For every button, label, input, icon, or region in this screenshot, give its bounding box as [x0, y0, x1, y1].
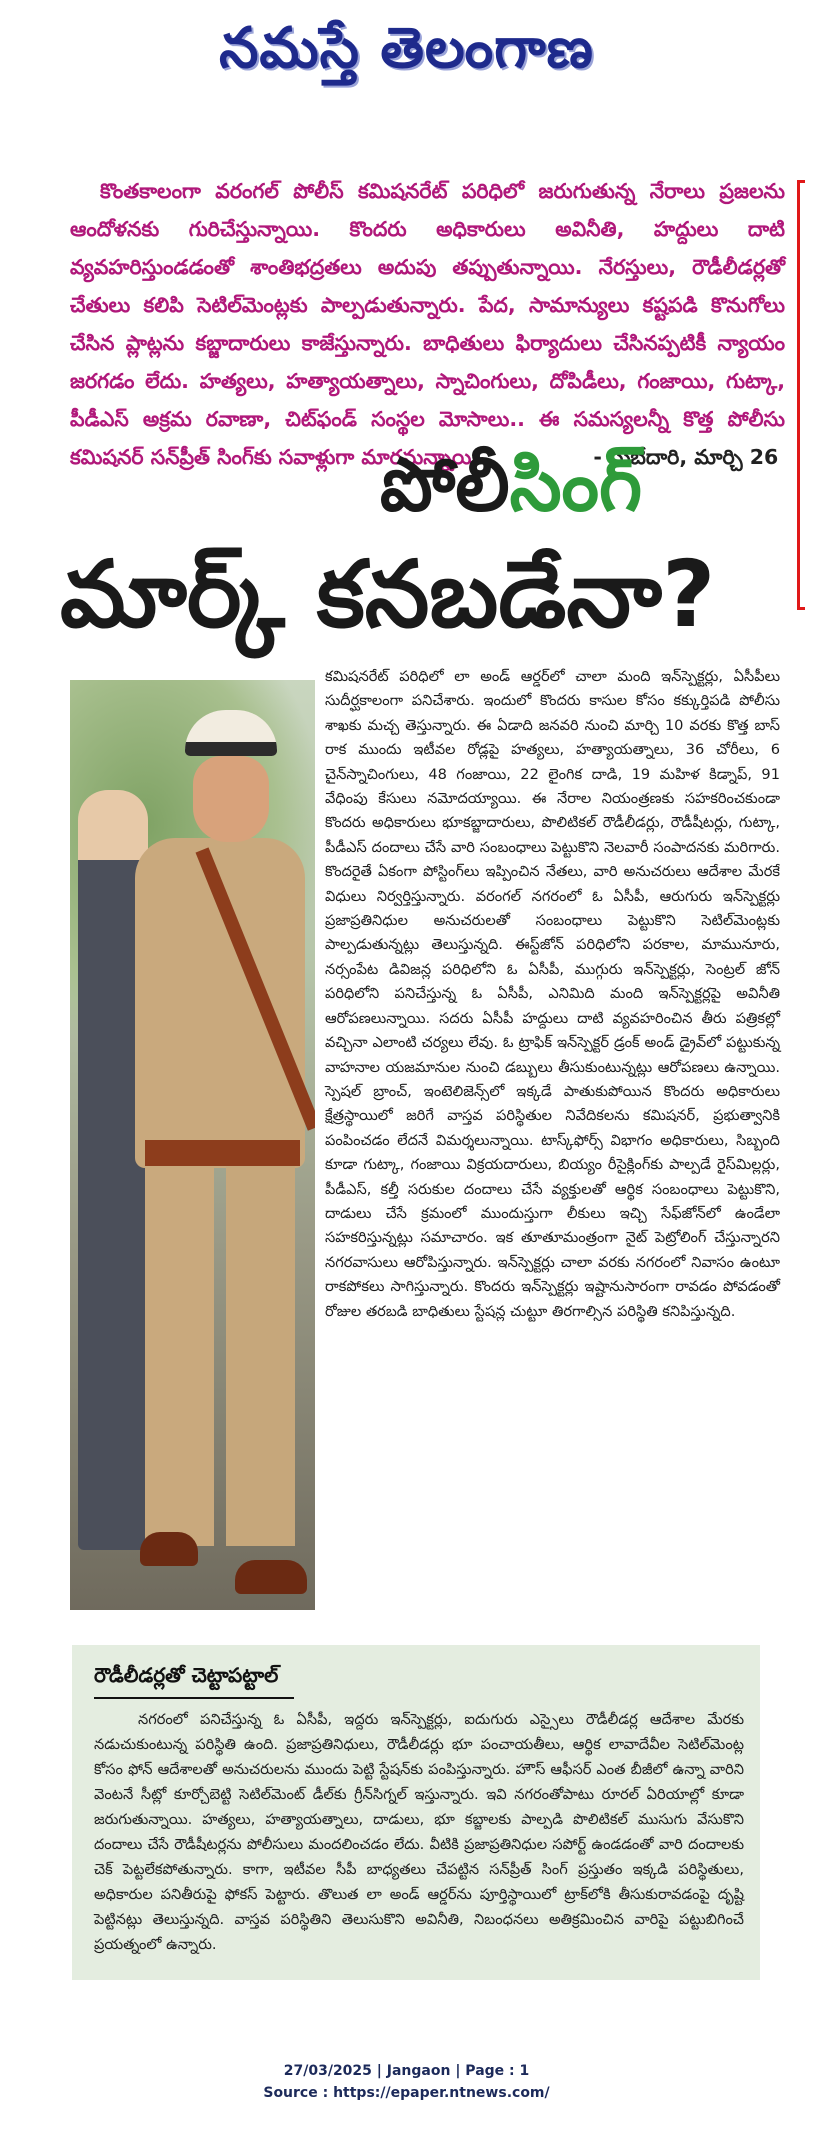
- masthead: [0, 0, 813, 110]
- article-body: కమిషనరేట్ పరిధిలో లా అండ్ ఆర్డర్‌లో చాలా మంది ఇన్‌స్పెక్టర్లు, ఏసీపీలు సుదీర్ఘకాలంగా పనిచేశారు. ఇందులో కొందరు కాసుల కోసం కక్కుర్తిపడి పోలీసు శాఖకు మచ్చ తెస్తున్నారు. ఈ ఏడాది జనవరి నుంచి మార్చి 10 వరకు కొత్త బాస్ రాక ముందు ఇటీవల రోడ్లపై హత్యలు, హత్యాయత్నాలు, 36 చోరీలు, 6 చైన్‌స్నాచింగులు, 48 గంజాయి, 22 లైంగిక దాడి, 19 మహిళ కిడ్నాప్, 91 వేధింపు కేసులు నమోదయ్యాయి. ఈ నేరాల నియంత్రణకు సహకరించకుండా కొందరు అధికారులు భూకబ్జాదారులు, పొలిటికల్ రౌడీలీడర్లు, రౌడీషీటర్లు, గుట్కా, పీడీఎస్ దందాలు చేసే వారి సంబంధాలు పెట్టుకొని నెలవారీ సంపాదనకు మరిగారు. కొందరైతే ఏకంగా పోస్టింగ్‌లు ఇప్పించిన నేతలు, వారి అనుచరులు ఆదేశాల మేరకే విధులు నిర్వర్తిస్తున్నారు. వరంగల్ నగరంలో ఓ ఏసీపీ, ఆరుగురు ఇన్‌స్పెక్టర్లు ప్రజాప్రతినిధుల అనుచరులతో సంబంధాలు పెట్టుకొని సెటిల్‌మెంట్లకు పాల్పడుతున్నట్లు తెలుస్తున్నది. ఈస్ట్‌జోన్ పరిధిలోని పరకాల, మామునూరు, నర్సంపేట డివిజన్ల పరిధిలోని ఓ ఏసీపీ, ముగ్గురు ఇన్‌స్పెక్టర్లు, సెంట్రల్ జోన్ పరిధిలోని పనిచేస్తున్న ఓ ఏసీపీ, ఎనిమిది మంది ఇన్‌స్పెక్టర్లపై అవినీతి ఆరోపణలున్నాయి. సదరు ఏసీపీ హద్దులు దాటి వ్యవహరించిన తీరు పత్రికల్లో వచ్చినా ఎలాంటి చర్యలు లేవు. ఓ ట్రాఫిక్ ఇన్‌స్పెక్టర్ డ్రంక్ అండ్ డ్రైవ్‌లో పట్టుకున్న వాహనాల యజమానుల నుంచి డబ్బులు తీసుకుంటున్నట్లు ఆరోపణలు ఉన్నాయి. స్పెషల్ బ్రాంచ్, ఇంటెలిజెన్స్‌లో ఇక్కడే పాతుకుపోయిన కొందరు అధికారులు క్షేత్రస్థాయిలో జరిగే వాస్తవ పరిస్థితుల నివేదికలను కమిషనర్, ప్రభుత్వానికి పంపించడం లేదనే విమర్శలున్నాయి. టాస్క్‌ఫోర్స్ విభాగం అధికారులు, సిబ్బంది కూడా గుట్కా, గంజాయి విక్రయదారులు, బియ్యం రీసైక్లింగ్‌కు పాల్పడే రైస్‌మిల్లర్లు, పీడీఎస్, కల్తీ సరుకుల దందాలు చేసే వ్యక్తులతో ఆర్థిక సంబంధాలు పెట్టుకొని, దాడులు చేసే క్రమంలో ముందుస్తుగా లీకులు ఇచ్చి సేఫ్‌జోన్‌లో ఉండేలా సహకరిస్తున్నట్లు సమాచారం. ఇక తూతూమంత్రంగా నైట్ పెట్రోలింగ్ చేస్తున్నారని నగరవాసులు ఆరోపిస్తున్నారు. ఇన్‌స్పెక్టర్లు చాలా వరకు నగరంలో నివాసం ఉంటూ రాకపోకలు సాగిస్తున్నారు. కొందరు ఇన్‌స్పెక్టర్లు ఇష్టానుసారంగా రావడం పోవడంతో రోజుల తరబడి బాధితులు స్టేషన్ల చుట్టూ తిరగాల్సిన పరిస్థితి కనిపిస్తున్నది.: [325, 668, 780, 1320]
- footer-meta: 27/03/2025 | Jangaon | Page : 1: [283, 2063, 530, 2079]
- intro-text: కొంతకాలంగా వరంగల్ పోలీస్ కమిషనరేట్ పరిధిలో జరుగుతున్న నేరాలు ప్రజలను ఆందోళనకు గురిచేస్తున్నాయి. కొందరు అధికారులు అవినీతి, హద్దులు దాటి వ్యవహరిస్తుండడంతో శాంతిభద్రతలు అదుపు తప్పుతున్నాయి. నేరస్తులు, రౌడీలీడర్లతో చేతులు కలిపి సెటిల్‌మెంట్లకు పాల్పడుతున్నారు. పేద, సామాన్యులు కష్టపడి కొనుగోలు చేసిన ప్లాట్లను కబ్జాదారులు కాజేస్తున్నారు. బాధితులు ఫిర్యాదులు చేసినప్పటికీ న్యాయం జరగడం లేదు. హత్యలు, హత్యాయత్నాలు, స్నాచింగులు, దోపిడీలు, గంజాయి, గుట్కా, పీడీఎస్ అక్రమ రవాణా, చిట్‌ఫండ్ సంస్థల మోసాలు.. ఈ సమస్యలన్నీ కొత్త పోలీసు కమిషనర్ సన్‌ప్రీత్ సింగ్‌కు సవాళ్లుగా మారనున్నాయి.: [70, 179, 785, 469]
- face: [193, 756, 269, 842]
- uniform-belt: [145, 1140, 300, 1166]
- commissioner-photo: [70, 680, 315, 1610]
- uniform-trousers: [145, 1166, 295, 1546]
- intro-byline: - సుబేదారి, మార్చి 26: [593, 445, 779, 469]
- sidebar-box: [72, 1645, 760, 1980]
- headline-part-a: పోలీ: [380, 442, 510, 528]
- photo-commissioner-figure: [125, 710, 310, 1610]
- sidebar-text: నగరంలో పనిచేస్తున్న ఓ ఏసీపీ, ఇద్దరు ఇన్‌స్పెక్టర్లు, ఐదుగురు ఎస్సైలు రౌడీలీడర్ల ఆదేశాల మేరకు నడుచుకుంటున్న పరిస్థితి ఉంది. ప్రజాప్రతినిధులు, రౌడీలీడర్లు భూ పంచాయతీలు, ఆర్థిక లావాదేవీల సెటిల్‌మెంట్ల కోసం ఫోన్ ఆదేశాలతో అనుచరులను ముందు పెట్టి స్టేషన్‌కు పంపిస్తున్నారు. హౌస్ ఆఫీసర్ ఎంత బీజీలో ఉన్నా వారిని వెంటనే సీట్లో కూర్చోబెట్టి సెటిల్‌మెంట్ డీల్‌కు గ్రీన్‌సిగ్నల్ ఇస్తున్నారు. ఇవి నగరంతోపాటు రూరల్ ఏరియాల్లో కూడా జరుగుతున్నాయి. హత్యలు, హత్యాయత్నాలు, దాడులు, భూ కబ్జాలకు పాల్పడి పొలిటికల్ ముసుగు వేసుకొని దందాలు చేసే రౌడీషీటర్లను పోలీసులు మందలించడం లేదు. వీటికి ప్రజాప్రతినిధుల సపోర్ట్ ఉండడంతో వారి దందాలకు చెక్ పెట్టలేకపోతున్నారు. కాగా, ఇటీవల సీపీ బాధ్యతలు చేపట్టిన సన్‌ప్రీత్ సింగ్ ప్రస్తుతం ఇక్కడి పరిస్థితులు, అధికారుల పనితీరుపై ఫోకస్ పెట్టారు. తొలుత లా అండ్ ఆర్డర్‌ను పూర్తిస్థాయిలో ట్రాక్‌లోకి తీసుకురావడంపై దృష్టి పెట్టినట్లు తెలుస్తున్నది. వాస్తవ పరిస్థితిని తెలుసుకొని అవినీతి, నిబంధనలు అతిక్రమించిన వారిపై పట్టుబిగించే ప్రయత్నంలో ఉన్నారు.: [94, 1711, 744, 1953]
- headline-line-2: మార్క్ కనబడేనా?: [60, 541, 716, 648]
- sidebar-title-underline: [94, 1697, 294, 1699]
- right-shoe: [235, 1560, 307, 1594]
- headline-part-b: సింగ్: [509, 442, 643, 528]
- red-bracket-decoration: [797, 180, 805, 610]
- left-shoe: [140, 1532, 198, 1566]
- headline-line-1: [380, 440, 642, 530]
- intro-paragraph: [70, 172, 785, 476]
- sidebar-title: రౌడీలీడర్లతో చెట్టాపట్టాల్: [94, 1663, 279, 1687]
- police-cap: [185, 710, 277, 756]
- masthead-title: నమస్తే తెలంగాణ: [219, 15, 594, 81]
- footer-source: Source : https://epaper.ntnews.com/: [263, 2085, 550, 2101]
